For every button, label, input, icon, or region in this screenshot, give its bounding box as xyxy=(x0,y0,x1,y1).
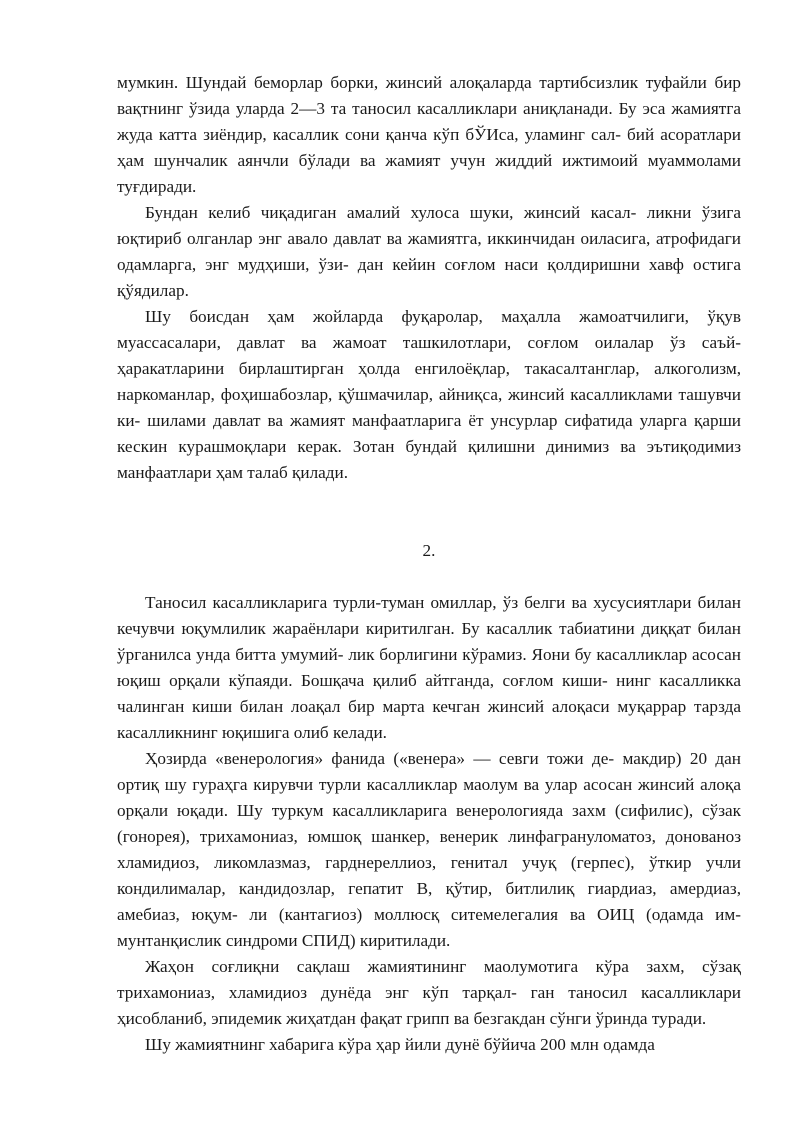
paragraph-conclusion: Бундан келиб чиқадиган амалий хулоса шуки, жинсий касал- ликни ўзига юқтириб олганлар энг авало давлат ва жамиятга, иккинчидан оиласига, атрофидаги одамларга, энг мудҳиши, ўзи- дан кейин соғлом наси қолдиришни хавф остига қўядилар. xyxy=(117,203,741,300)
paragraph-continuation: мумкин. Шундай беморлар борки, жинсий алоқаларда тартибсизлик туфайли бир вақтнинг ўзида уларда 2—3 та таносил касалликлари аниқланади. Бу эса жамиятга жуда катта зиёндир, касаллик сони қанча кўп бЎИса, уламинг сал- бий асоратлари ҳам шунчалик аянчли бўлади ва жамият учун жиддий ижтимоий муаммолами туғдиради. xyxy=(117,73,741,196)
document-page xyxy=(117,70,741,1058)
spacer xyxy=(117,486,741,538)
section-heading: 2. xyxy=(422,541,436,560)
paragraph-community-action: Шу боисдан ҳам жойларда фуқаролар, маҳалла жамоатчилиги, ўқув муассасалари, давлат ва жамоат ташкилотлари, соғлом оилалар ўз саъй-ҳаракатларини бирлаштирган ҳолда енгилоёқлар, такасалтанглар, алкоголизм, наркоманлар, фоҳишабозлар, қўшмачилар, айниқса, жинсий касалликлами ташувчи ки- шилами давлат ва жамият манфаатларига ёт унсурлар сифатида уларга қарши кескин курашмоқлари керак. Зотан бундай қилишни динимиз ва эътиқодимиз манфаатлари ҳам талаб қилади. xyxy=(117,307,741,482)
paragraph-venereology-list: Ҳозирда «венерология» фанида («венера» — севги тожи де- макдир) 20 дан ортиқ шу гураҳга кирувчи турли касалликлар маолум ва улар асосан жинсий алоқа орқали юқади. Шу туркум касалликларига венерологияда захм (сифилис), сўзак (гонорея), трихамониаз, юмшоқ шанкер, венерик линфагрануломатоз, донованоз хламидиоз, ликомлазмаз, гарднереллиоз, генитал учуқ (герпес), ўткир учли кондилималар, кандидозлар, гепатит В, қўтир, битлилиқ гиардиаз, амердиаз, амебиаз, юқум- ли (кантагиоз) моллюсқ ситемелегалия ва ОИЦ (одамда им- мунтанқислик синдроми СПИД) киритилади. xyxy=(117,749,741,950)
paragraph-who-data: Жаҳон соғлиқни сақлаш жамиятининг маолумотига кўра захм, сўзақ трихамониаз, хламидиоз дунёда энг кўп тарқал- ган таносил касалликлари ҳисобланиб, эпидемик жиҳатдан фақат грипп ва безгакдан сўнги ўринда туради. xyxy=(117,957,741,1028)
paragraph-infections-intro: Таносил касалликларига турли-туман омиллар, ўз белги ва хусусиятлари билан кечувчи юқумлилик жараёнлари киритилган. Бу касаллик табиатини диққат билан ўрганилса унда битта умумий- лик борлигини кўрамиз. Яони бу касалликлар асосан юқиш орқали кўпаяди. Бошқача қилиб айтганда, соғлом киши- нинг касалликка чалинган киши билан лоақал бир марта кечган жинсий алоқаси муқаррар тарзда касалликнинг юқишига олиб келади. xyxy=(117,593,741,742)
paragraph-annual-cases: Шу жамиятнинг хабарига кўра ҳар йили дунё бўйича 200 млн одамда xyxy=(145,1035,655,1054)
spacer xyxy=(117,564,741,590)
